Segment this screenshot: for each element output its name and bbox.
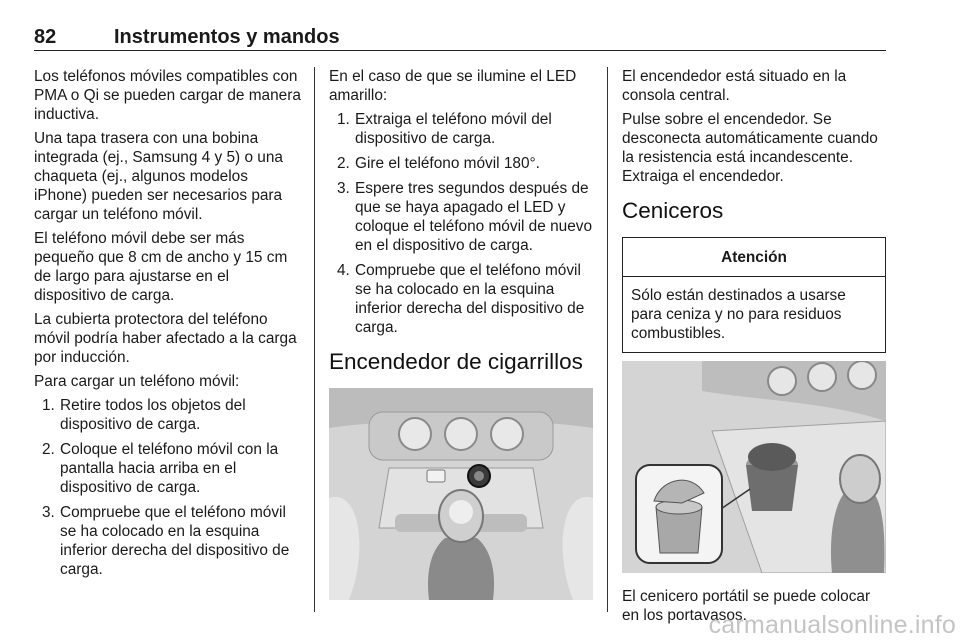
step-text: Extraiga el teléfono móvil del dispositivo de carga. bbox=[355, 111, 552, 147]
column-1 bbox=[34, 67, 302, 585]
caution-box bbox=[622, 237, 886, 353]
step-text: Compruebe que el teléfono móvil se ha colocado en la esquina inferior derecha del dispositivo de carga. bbox=[355, 262, 585, 336]
page-number: 82 bbox=[34, 26, 57, 48]
step-number: 3. bbox=[42, 504, 55, 521]
column-divider bbox=[607, 67, 608, 612]
step-number: 1. bbox=[42, 397, 55, 414]
step-number: 2. bbox=[42, 441, 55, 458]
list-item bbox=[329, 154, 595, 173]
paragraph: Pulse sobre el encendedor. Se desconecta automáticamente cuando la resistencia está incandescente. Extraiga el encendedor. bbox=[622, 111, 878, 185]
paragraph: El cenicero portátil se puede colocar en los portavasos. bbox=[622, 588, 871, 624]
list-item bbox=[34, 440, 302, 497]
ashtray-illustration bbox=[622, 361, 886, 573]
list-item bbox=[34, 503, 302, 579]
section-heading-cigarette-lighter: Encendedor de cigarrillos bbox=[329, 349, 583, 374]
step-number: 1. bbox=[337, 111, 350, 128]
list-item bbox=[329, 261, 595, 337]
paragraph: Una tapa trasera con una bobina integrada (ej., Samsung 4 y 5) o una chaqueta (ej., algunos modelos iPhone) pueden ser necesarios para cargar un teléfono móvil. bbox=[34, 130, 283, 223]
step-text: Gire el teléfono móvil 180°. bbox=[355, 155, 540, 172]
paragraph: El teléfono móvil debe ser más pequeño que 8 cm de ancho y 15 cm de largo para ajustarse en el dispositivo de carga. bbox=[34, 230, 288, 304]
step-text: Espere tres segundos después de que se haya apagado el LED y coloque el teléfono móvil de nuevo en el dispositivo de carga. bbox=[355, 180, 593, 254]
list-item bbox=[329, 179, 595, 255]
paragraph: La cubierta protectora del teléfono móvil podría haber afectado a la carga por inducción. bbox=[34, 311, 297, 366]
page-header bbox=[34, 26, 886, 51]
caution-text: Sólo están destinados a usarse para ceniza y no para residuos combustibles. bbox=[631, 287, 846, 342]
caution-title: Atención bbox=[623, 238, 885, 277]
step-number: 4. bbox=[337, 262, 350, 279]
step-text: Coloque el teléfono móvil con la pantalla hacia arriba en el dispositivo de carga. bbox=[60, 441, 279, 496]
page-title: Instrumentos y mandos bbox=[114, 26, 340, 48]
led-steps-list bbox=[329, 110, 595, 337]
cigarette-lighter-illustration bbox=[329, 388, 593, 600]
step-number: 2. bbox=[337, 155, 350, 172]
watermark-text: carmanualsonline.info bbox=[708, 611, 956, 639]
paragraph: Los teléfonos móviles compatibles con PMA o Qi se pueden cargar de manera inductiva. bbox=[34, 68, 301, 123]
list-item bbox=[329, 110, 595, 148]
step-text: Compruebe que el teléfono móvil se ha colocado en la esquina inferior derecha del dispositivo de carga. bbox=[60, 504, 290, 578]
paragraph: El encendedor está situado en la consola central. bbox=[622, 68, 847, 104]
column-divider bbox=[314, 67, 315, 612]
paragraph: Para cargar un teléfono móvil: bbox=[34, 373, 240, 390]
step-number: 3. bbox=[337, 180, 350, 197]
column-3 bbox=[622, 67, 886, 630]
column-2 bbox=[329, 67, 595, 600]
charging-steps-list bbox=[34, 396, 302, 579]
step-text: Retire todos los objetos del dispositivo de carga. bbox=[60, 397, 246, 433]
list-item bbox=[34, 396, 302, 434]
section-heading-ashtrays: Ceniceros bbox=[622, 198, 724, 223]
paragraph: En el caso de que se ilumine el LED amarillo: bbox=[329, 68, 577, 104]
